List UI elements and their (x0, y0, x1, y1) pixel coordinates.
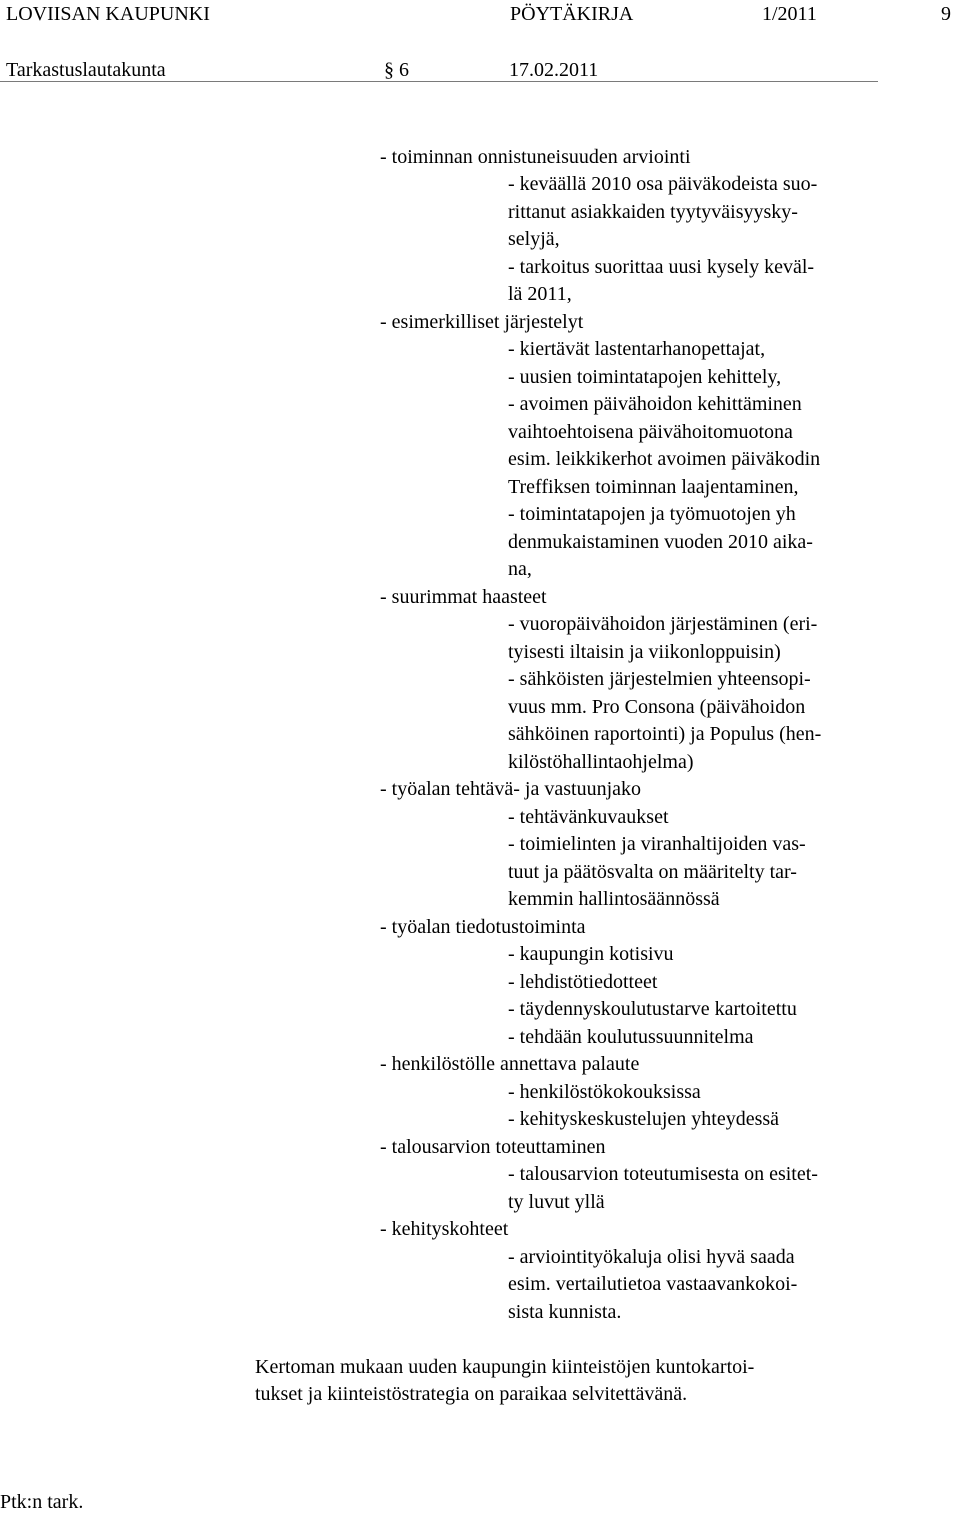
list-item: esim. leikkikerhot avoimen päiväkodin (508, 448, 821, 470)
list-item: - kehityskohteet (380, 1218, 509, 1240)
list-item: vaihtoehtoisena päivähoitomuotona (508, 421, 793, 443)
list-item: - keväällä 2010 osa päiväkodeista suo- (508, 173, 818, 195)
list-item: - kehityskeskustelujen yhteydessä (508, 1108, 780, 1130)
list-item: - työalan tiedotustoiminta (380, 916, 586, 938)
page-number: 9 (941, 3, 951, 25)
list-item: selyjä, (508, 228, 560, 250)
document-type: PÖYTÄKIRJA (510, 3, 634, 25)
list-item: Treffiksen toiminnan laajentaminen, (508, 476, 799, 498)
list-item: - sähköisten järjestelmien yhteensopi- (508, 668, 811, 690)
list-item: sähköinen raportointi) ja Populus (hen- (508, 723, 822, 745)
list-item: na, (508, 558, 532, 580)
list-item: - vuoropäivähoidon järjestäminen (eri- (508, 613, 818, 635)
list-item: sista kunnista. (508, 1301, 622, 1323)
list-item: - henkilöstökokouksissa (508, 1081, 701, 1103)
section-number: § 6 (384, 59, 409, 81)
list-item: - lehdistötiedotteet (508, 971, 658, 993)
list-item: rittanut asiakkaiden tyytyväisyysky- (508, 201, 798, 223)
org-name: LOVIISAN KAUPUNKI (6, 3, 210, 25)
minutes-check-note: Ptk:n tark. (0, 1491, 84, 1513)
list-item: - talousarvion toteuttaminen (380, 1136, 606, 1158)
list-item: - uusien toimintatapojen kehittely, (508, 366, 782, 388)
list-item: kemmin hallintosäännössä (508, 888, 720, 910)
list-item: - toimintatapojen ja työmuotojen yh (508, 503, 796, 525)
list-item: - kiertävät lastentarhanopettajat, (508, 338, 766, 360)
list-item: - tarkoitus suorittaa uusi kysely keväl- (508, 256, 815, 278)
list-item: esim. vertailutietoa vastaavankokoi- (508, 1273, 798, 1295)
list-item: - täydennyskoulutustarve kartoitettu (508, 998, 797, 1020)
list-item: tyisesti iltaisin ja viikonloppuisin) (508, 641, 781, 663)
paragraph-line: tukset ja kiinteistöstrategia on paraikaa selvitettävänä. (255, 1383, 688, 1405)
list-item: - henkilöstölle annettava palaute (380, 1053, 640, 1075)
list-item: - talousarvion toteutumisesta on esitet- (508, 1163, 818, 1185)
list-item: - toiminnan onnistuneisuuden arviointi (380, 146, 691, 168)
list-item: - toimielinten ja viranhaltijoiden vas- (508, 833, 806, 855)
list-item: lä 2011, (508, 283, 572, 305)
list-item: - työalan tehtävä- ja vastuunjako (380, 778, 642, 800)
list-item: - tehdään koulutussuunnitelma (508, 1026, 754, 1048)
list-item: tuut ja päätösvalta on määritelty tar- (508, 861, 797, 883)
document-number: 1/2011 (762, 3, 817, 25)
header-divider (0, 81, 878, 82)
list-item: vuus mm. Pro Consona (päivähoidon (508, 696, 806, 718)
list-item: - suurimmat haasteet (380, 586, 547, 608)
list-item: - tehtävänkuvaukset (508, 806, 669, 828)
committee-name: Tarkastuslautakunta (6, 59, 166, 81)
list-item: ty luvut yllä (508, 1191, 605, 1213)
list-item: denmukaistaminen vuoden 2010 aika- (508, 531, 813, 553)
paragraph-line: Kertoman mukaan uuden kaupungin kiinteistöjen kuntokartoi- (255, 1356, 755, 1378)
list-item: - arviointityökaluja olisi hyvä saada (508, 1246, 795, 1268)
list-item: - avoimen päivähoidon kehittäminen (508, 393, 802, 415)
meeting-date: 17.02.2011 (509, 59, 599, 81)
list-item: - kaupungin kotisivu (508, 943, 674, 965)
list-item: kilöstöhallintaohjelma) (508, 751, 694, 773)
list-item: - esimerkilliset järjestelyt (380, 311, 584, 333)
